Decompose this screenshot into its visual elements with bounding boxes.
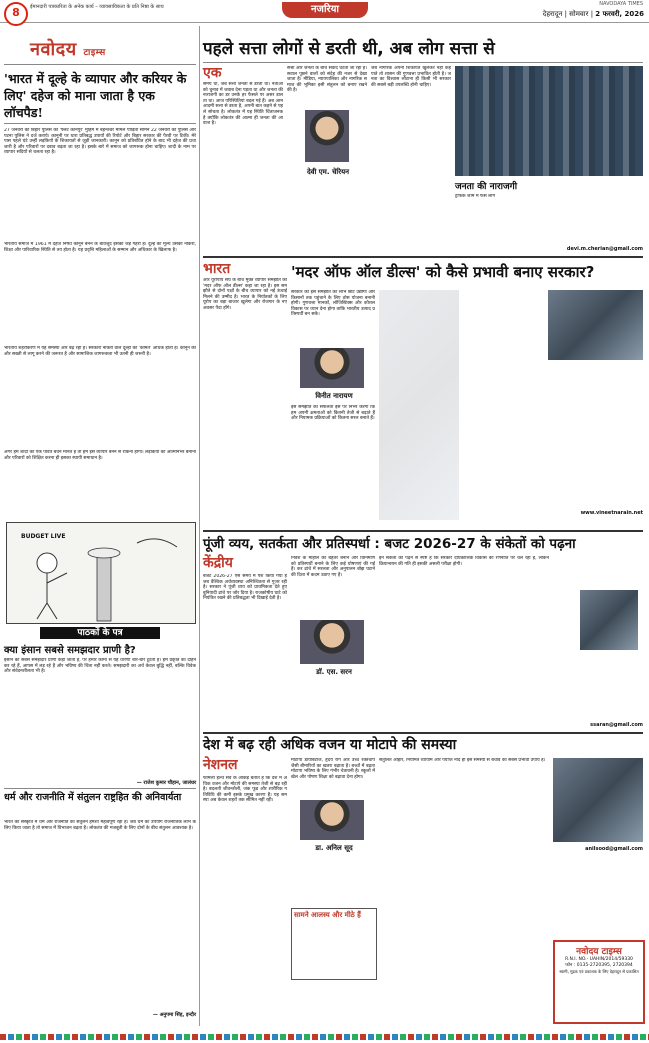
- divider: [203, 530, 643, 532]
- article-budget-author: डॉ. एस. सरन: [316, 668, 352, 676]
- page-number: 8: [4, 2, 28, 26]
- article-obesity-email: anilsood@gmail.com: [585, 846, 643, 852]
- imprint-details: स्वामी, मुद्रक एवं प्रकाशक के लिए देहरादून से प्रकाशित: [559, 969, 639, 974]
- divider: [4, 788, 196, 789]
- header-tagline: ईमानदारी पत्रकारिता के अनेक कार्य – व्यावसायिकता के प्रति निष्ठा के साथ: [30, 4, 164, 10]
- imprint-rni: R.N.I. NO.- UAHIN/2014/59330: [565, 957, 633, 962]
- editorial-headline: 'भारत में दूल्हे के व्यापार और करियर के लिए' दहेज को माना जाता है एक लॉचपैड!: [4, 71, 187, 120]
- trade-deal-photo: [548, 290, 643, 360]
- article-top-lead: [203, 66, 283, 80]
- quote-box: [291, 908, 377, 980]
- article-budget-headline: पूंजी व्यय, सतर्कता और प्रतिस्पर्धा : बजट 2026-27 के संकेतों को पढ़ना: [203, 536, 576, 552]
- masthead-suffix: टाइम्स: [83, 48, 106, 58]
- masthead: [30, 37, 180, 61]
- budget-photo: [580, 590, 638, 650]
- divider: [4, 64, 196, 65]
- traffic-photo: [455, 66, 643, 176]
- article-mid-email: www.vineetnarain.net: [580, 510, 643, 516]
- article-mid-body-2: सरकार को इस समझौते का लाभ छोटे उद्योगों और किसानों तक पहुंचाने के लिए ठोस योजना बनानी होगी। गुणवत्ता मानकों, लॉजिस्टिक्स और कौशल विकास पर ध्यान देना होगा ताकि भारतीय उत्पाद प्रतिस्पर्धी बन सकें।: [291, 290, 375, 318]
- column-rule: [199, 26, 200, 1026]
- letter-signature: — राजेश कुमार चौहान, जालंधर: [136, 780, 196, 786]
- article-top-body: समय था, जब सत्ता जनता से डरती थी। नेताओं को चुनाव में जवाब देना पड़ता था और जनता की नाराजगी का डर उनके हर फैसले पर असर डालता था। आज परिस्थितियां बदल गई हैं। अब आम आदमी सत्ता से डरता है, अपनी बात कहने से पहले सोचता है। लोकतंत्र में यह स्थिति चिंताजनक है क्योंकि लोकतंत्र की आत्मा ही जनता की आवाज है।: [203, 82, 283, 127]
- cartoon-caption: BUDGET LIVE: [21, 533, 66, 540]
- article-obesity-lead: [203, 758, 287, 772]
- city: देहरादून: [542, 10, 563, 18]
- article-obesity-headline: देश में बढ़ रही अधिक वजन या मोटापे की समस्या: [203, 737, 457, 753]
- article-obesity-body: फैमिली हेल्थ सर्वे के आंकड़े बताते हैं कि देश में अधिक वजन और मोटापे की समस्या तेजी से बढ़ रही है। बदलती जीवनशैली, जंक फूड और शारीरिक गतिविधि की कमी इसके प्रमुख कारण हैं। यह समस्या अब केवल शहरों तक सीमित नहीं रही।: [203, 776, 287, 804]
- divider: [203, 62, 643, 63]
- letters-headline: क्या इंसान सबसे समझदार प्राणी है?: [4, 645, 136, 656]
- dateline: देहरादून | सोमवार | 2 फरवरी, 2026: [542, 10, 644, 18]
- author-photo: [300, 800, 364, 840]
- imprint-phone: फोन : 0135-2720395, 2720394: [565, 963, 633, 968]
- author-photo: [305, 110, 349, 162]
- article-mid-lead: [203, 262, 287, 276]
- article-mid-body-3: इस समझौते की सफलता इस पर निर्भर करेगी कि हम अपनी क्षमताओं को कितनी तेजी से बढ़ाते हैं और नियामक प्रक्रियाओं को कितना सरल बनाते हैं।: [291, 405, 375, 422]
- divider: [203, 732, 643, 734]
- article-top-email: devi.m.cherian@gmail.com: [566, 246, 643, 252]
- editorial-body: 27 जनवरी को बिहार पुलिस को 'फ्लैट कानपुर' मुहिम में बहनेश्वर मामले पीड़िता सामने 22 जनवरी को पुलिस और पटना पुलिस ने दर्ज कराये। कानूनी पर धारा प्रतिबद्ध उपायों की रिपोर्ट और बिहार सरकार की पैरवी पर टिकी। मेरे पास पहले घंटे उन्हीं लड़कियों के शिकायतों से जुड़ी जानकारी। कानून को प्रतिबंधित होने के बाद भी दहेज की प्रथा जारी है और परिवारों पर दबाव बढ़ता जा रहा है। इसके बारे में समाज को जागरूक होना चाहिए। शादी के नाम पर व्यापार सदियों से चलता रहा है।: [4, 128, 196, 156]
- section-title: नजरिया: [282, 2, 368, 18]
- article-budget-email: ssaran@gmail.com: [590, 722, 643, 728]
- divider: [4, 123, 196, 124]
- article-obesity-body-3: संतुलित आहार, नियमित व्यायाम और पर्याप्त नींद ही इस समस्या से बचाव का सबसे प्रभावी उपाय है।: [379, 758, 546, 763]
- article-budget-label: केंद्रीय: [203, 555, 233, 571]
- cartoon: [6, 522, 196, 624]
- editorial-body-3: भारतीय शहरीकरण में यह समस्या और बढ़ रही है। सरकारी नौकरी वाले दूल्हों की 'कीमत' अधिक होती है। कानून को और सख्ती से लागू करने की जरूरत है और सामाजिक जागरूकता भी उतनी ही जरूरी है।: [4, 346, 196, 357]
- article-mid-headline: 'मदर ऑफ ऑल डील्स' को कैसे प्रभावी बनाए सरकार?: [291, 263, 595, 281]
- article-obesity-body-2: मोटापा डायबिटीज, हृदय रोग और उच्च रक्तचाप जैसी बीमारियों का खतरा बढ़ाता है। बच्चों में बढ़ता मोटापा भविष्य के लिए गंभीर चेतावनी है। स्कूलों में खेल और पोषण शिक्षा को बढ़ावा देना होगा।: [291, 758, 375, 780]
- quote-box-title: सामने आलस्य और मीठे हैं: [294, 911, 361, 919]
- article-top-body-2: सत्ता और जनता के बीच संवाद घटता जा रहा है। सवाल पूछने वालों को संदेह की नजर से देखा जाता है। मीडिया, न्यायपालिका और नागरिक समाज की भूमिका इसी संतुलन को बनाए रखने की है।: [287, 66, 367, 94]
- editorial-body-4: अगर हम शादी को एक पवित्र बंधन मानते हैं तो हमें इसे व्यापार बनने से रोकना होगा। लड़कियों को आत्मनिर्भर बनाना और परिवारों को शिक्षित करना ही इसका स्थायी समाधान है।: [4, 450, 196, 461]
- article-top-photo-caption: ट्रैफिक जाम में फंसे लोग: [455, 194, 496, 199]
- imprint-name: नवोदय टाइम्स: [576, 947, 622, 957]
- letters-title: पाठकों के पत्र: [40, 627, 160, 639]
- masthead-name: नवोदय: [30, 39, 77, 60]
- article-top-body-3: जब नागरिक अपनी शिकायतें खुलकर नहीं कह पाते तो शासन की गुणवत्ता प्रभावित होती है। जनता का विश्वास लौटाना ही किसी भी सरकार की सबसे बड़ी उपलब्धि होनी चाहिए।: [371, 66, 451, 88]
- article-mid-body: और यूरोपीय संघ के बीच मुक्त व्यापार समझौते को 'मदर ऑफ ऑल डील्स' कहा जा रहा है। इस समझौते से दोनों पक्षों के बीच व्यापार को नई ऊंचाई मिलने की उम्मीद है। भारत के निर्यातकों के लिए यूरोप का बड़ा बाजार खुलेगा और रोजगार के नए अवसर पैदा होंगे।: [203, 278, 287, 311]
- article-obesity-label: नेशनल: [203, 757, 238, 773]
- article-budget-body-3: इन संकेतों को पढ़ने से स्पष्ट है कि सरकार दीर्घकालिक विकास की रणनीति पर चल रही है, लेकिन क्रियान्वयन की गति ही इसकी असली परीक्षा होगी।: [379, 556, 549, 567]
- article-budget-body: बजट 2026-27 ऐसे समय में पेश किया गया है जब वैश्विक अर्थव्यवस्था अनिश्चितता से गुजर रही है। सरकार ने पूंजी व्यय को प्राथमिकता देते हुए बुनियादी ढांचे पर जोर दिया है। राजकोषीय घाटे को नियंत्रित रखने की प्रतिबद्धता भी दिखाई देती है।: [203, 574, 287, 602]
- article-obesity-author: डा. अनिल सूद: [315, 844, 353, 852]
- article-mid-label: भारत: [203, 261, 231, 277]
- article-top-headline: पहले सत्ता लोगों से डरती थी, अब लोग सत्ता से: [203, 39, 495, 59]
- article-budget-body-2: निवेश के माहौल को बेहतर बनाने और विनिर्माण को प्रतिस्पर्धी बनाने के लिए कई घोषणाएं की गई हैं। कर ढांचे में सरलता और अनुपालन बोझ घटाने की दिशा में कदम उठाए गए हैं।: [291, 556, 375, 578]
- text-column-bg: [379, 290, 459, 520]
- author-photo: [300, 348, 364, 388]
- date: 2 फरवरी, 2026: [595, 10, 644, 18]
- article-top-author: देवी एम. चेरियन: [306, 168, 350, 176]
- editorial-body-2: भारतीय समाज में 1961 में दहेज निषेध कानून बनने के बावजूद इसकी जड़ें गहरी हैं। दूल्हे का मूल्य उसकी नौकरी, शिक्षा और पारिवारिक स्थिति से तय होता है। यह प्रवृत्ति महिलाओं के सम्मान और अधिकार के खिलाफ है।: [4, 242, 196, 253]
- article-top-label: एक: [203, 65, 222, 81]
- article-top-subhead: जनता की नाराजगी: [455, 182, 518, 192]
- weekday: सोमवार: [569, 10, 589, 18]
- article-budget-lead: [203, 556, 287, 570]
- article-mid-author: विनीत नारायण: [315, 392, 353, 400]
- obesity-photo: [553, 758, 643, 842]
- author-photo: [300, 620, 364, 664]
- divider: [203, 256, 643, 258]
- imprint-box: [553, 940, 645, 1024]
- header-brand: NAVODAYA TIMES: [599, 1, 643, 7]
- color-registration-strip: [0, 1034, 649, 1040]
- letters-body-2: भारत की संस्कृति में धर्म और राजनीति का संतुलन हमेशा महत्वपूर्ण रहा है। जब धर्म का उपयोग राजनीतिक लाभ के लिए किया जाता है तो समाज में विभाजन बढ़ता है। लोकतंत्र की मजबूती के लिए दोनों के बीच संतुलन आवश्यक है।: [4, 820, 196, 831]
- letter-signature-2: — अनुपमा सिंह, इन्दौर: [152, 1012, 196, 1018]
- letters-body: इंसान को सबसे समझदार प्राणी कहा जाता है, पर हमारे कामों से यह धारणा बार-बार टूटती है। हम प्रकृति का दोहन कर रहे हैं, आपस में लड़ रहे हैं और भविष्य की चिंता नहीं करते। समझदारी का अर्थ केवल बुद्धि नहीं, बल्कि विवेक और संवेदनशीलता भी है।: [4, 658, 196, 675]
- letters-headline-2: धर्म और राजनीति में संतुलन राष्ट्रहित की अनिवार्यता: [4, 792, 182, 803]
